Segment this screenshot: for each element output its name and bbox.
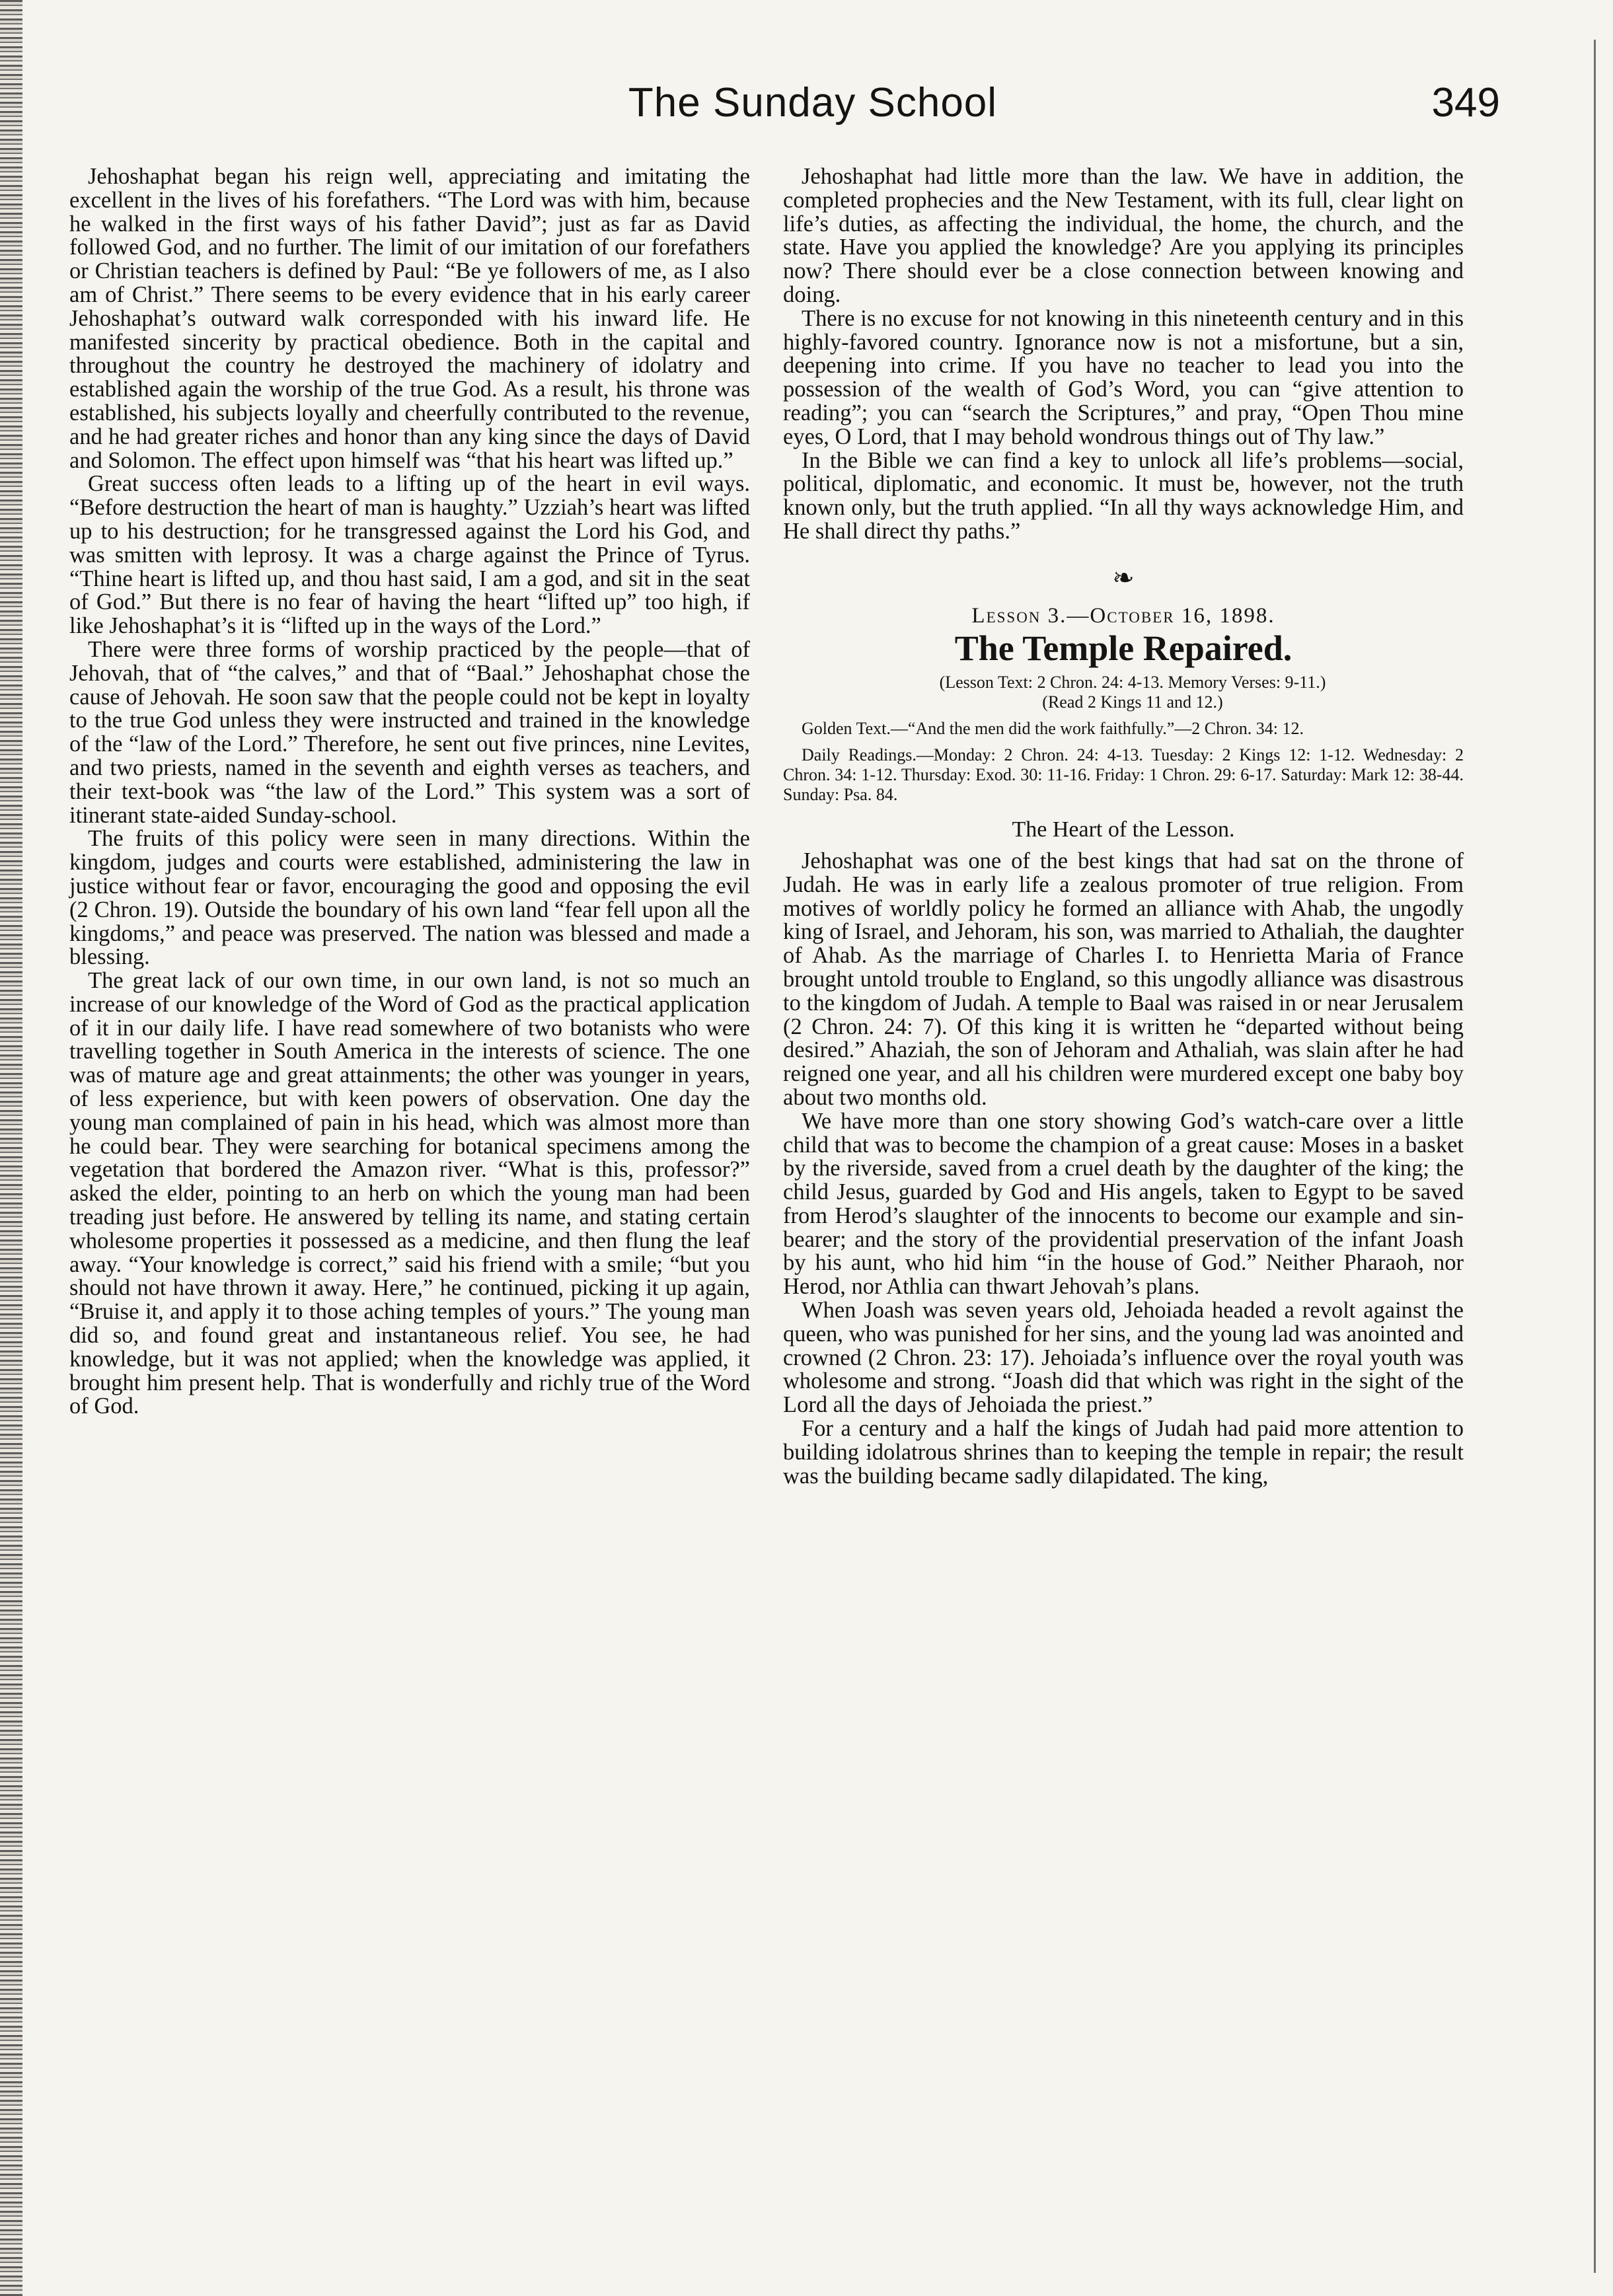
paragraph: The great lack of our own time, in our own land, is not so much an increase of our knowledge of the Word of God as the practical application of it in our daily life. I have read somewhere of two botanists who were travelling together in South America in the interests of science. The one was of mature age and great attainments; the other was younger in years, of less experience, but with keen powers of observation. One day the young man complained of pain in his head, which was almost more than he could bear. They were searching for botanical specimens among the vegetation that bordered the Amazon river. “What is this, professor?” asked the elder, pointing to an herb on which the young man had been treading just before. He answered by telling its name, and stating certain wholesome properties it possessed as a medicine, and then flung the leaf away. “Your knowledge is correct,” said his friend with a smile; “but you should not have thrown it away. Here,” he continued, picking it up again, “Bruise it, and apply it to those aching temples of yours.” The young man did so, and found great and instantaneous relief. You see, he had knowledge, but it was not applied; when the knowledge was applied, it brought him present help. That is wonderfully and richly true of the Word of God. (69, 968, 750, 1419)
paragraph: Jehoshaphat had little more than the law. We have in addition, the completed prophecies and the New Testament, with its full, clear light on life’s duties, as affecting the individual, the home, the church, and the state. Have you applied the knowledge? Are you applying its principles now? There should ever be a close connection between knowing and doing. (783, 164, 1464, 307)
paragraph: Jehoshaphat was one of the best kings that had sat on the throne of Judah. He was in early life a zealous promoter of true religion. From motives of worldly policy he formed an alliance with Ahab, the ungodly king of Israel, and Jehoram, his son, was married to Athaliah, the daughter of Ahab. As the marriage of Charles I. to Henrietta Maria of France brought untold trouble to England, so this ungodly alliance was disastrous to the kingdom of Judah. A temple to Baal was raised in or near Jerusalem (2 Chron. 24: 7). Of this king it is written he “departed without being desired.” Ahaziah, the son of Jehoram and Athaliah, was slain after he had reigned one year, and all his children were murdered except one baby boy about two months old. (783, 848, 1464, 1110)
section-heading: The Heart of the Lesson. (1012, 817, 1235, 842)
page-number: 349 (1431, 80, 1500, 126)
page-binding-edge (0, 0, 22, 2296)
right-column (783, 165, 1464, 1488)
lesson-number-line: Lesson 3.—October 16, 1898. (971, 603, 1275, 628)
paragraph: For a century and a half the kings of Judah had paid more attention to building idolatrous shrines than to keeping the temple in repair; the result was the building became sadly dilapidated. The king, (783, 1416, 1464, 1489)
right-margin-rule (1594, 40, 1596, 2273)
read-reference: (Read 2 Kings 11 and 12.) (1042, 692, 1223, 712)
paragraph: Jehoshaphat began his reign well, appreciating and imitating the excellent in the lives of his forefathers. “The Lord was with him, because he walked in the first ways of his father David”; just as far as David followed God, and no further. The limit of our imitation of our forefathers or Christian teachers is defined by Paul: “Be ye followers of me, as I also am of Christ.” There seems to be every evidence that in his early career Jehoshaphat’s outward walk corresponded with his inward life. He manifested sincerity by practical obedience. Both in the capital and throughout the country he destroyed the machinery of idolatry and established again the worship of the true God. As a result, his throne was established, his subjects loyally and cheerfully contributed to the revenue, and he had greater riches and honor than any king since the days of David and Solomon. The effect upon himself was “that his heart was lifted up.” (69, 164, 750, 473)
paragraph: We have more than one story showing God’s watch-care over a little child that was to become the champion of a great cause: Moses in a basket by the riverside, saved from a cruel death by the daughter of the king; the child Jesus, guarded by God and His angels, taken to Egypt to be saved from Herod’s slaughter of the innocents to become our example and sin-bearer; and the story of the providential preservation of the infant Joash by his aunt, who hid him “in the house of God.” Neither Pharaoh, nor Herod, nor Athlia can thwart Jehovah’s plans. (783, 1108, 1464, 1300)
daily-readings: Daily Readings.—Monday: 2 Chron. 24: 4-13. Tuesday: 2 Kings 12: 1-12. Wednesday: 2 Chron. 34: 1-12. Thursday: Exod. 30: 11-16. Friday: 1 Chron. 29: 6-17. Saturday: Mark 12: 38-44. Sunday: Psa. 84. (783, 745, 1464, 805)
golden-text: Golden Text.—“And the men did the work faithfully.”—2 Chron. 34: 12. (802, 719, 1304, 739)
running-header (53, 79, 1573, 152)
lesson-text-reference: (Lesson Text: 2 Chron. 24: 4-13. Memory Verses: 9-11.) (939, 673, 1326, 692)
lesson-title: The Temple Repaired. (954, 628, 1293, 669)
paragraph: The fruits of this policy were seen in many directions. Within the kingdom, judges and courts were established, administering the law in justice without fear or favor, encouraging the good and opposing the evil (2 Chron. 19). Outside the boundary of his own land “fear fell upon all the kingdoms,” and peace was preserved. The nation was blessed and made a blessing. (69, 826, 750, 970)
paragraph: There were three forms of worship practiced by the people—that of Jehovah, that of “the calves,” and that of “Baal.” Jehoshaphat chose the cause of Jehovah. He soon saw that the people could not be kept in loyalty to the true God unless they were instructed and trained in the knowledge of the “law of the Lord.” Therefore, he sent out five princes, nine Levites, and two priests, named in the seventh and eighth verses as teachers, and their text-book was “the law of the Lord.” This system was a sort of itinerant state-aided Sunday-school. (69, 636, 750, 828)
left-column (69, 165, 750, 1419)
paragraph: Great success often leads to a lifting up of the heart in evil ways. “Before destruction the heart of man is haughty.” Uzziah’s heart was lifted up to his destruction; for he transgressed against the Lord his God, and was smitten with leprosy. It was a charge against the Prince of Tyrus. “Thine heart is lifted up, and thou hast said, I am a god, and sit in the seat of God.” But there is no fear of having the heart “lifted up” too high, if like Jehoshaphat’s it is “lifted up in the ways of the Lord.” (69, 471, 750, 639)
running-title: The Sunday School (628, 80, 998, 126)
paragraph: There is no excuse for not knowing in this nineteenth century and in this highly-favored country. Ignorance now is not a misfortune, but a sin, deepening into crime. If you have no teacher to lead you into the possession of the wealth of God’s Word, you can “give attention to reading”; you can “search the Scriptures,” and pray, “Open Thou mine eyes, O Lord, that I may behold wondrous things out of Thy law.” (783, 305, 1464, 449)
ornament-icon: ❧ (1112, 562, 1135, 593)
paragraph: When Joash was seven years old, Jehoiada headed a revolt against the queen, who was punished for her sins, and the young lad was anointed and crowned (2 Chron. 23: 17). Jehoiada’s influence over the royal youth was wholesome and strong. “Joash did that which was right in the sight of the Lord all the days of Jehoiada the priest.” (783, 1298, 1464, 1418)
paragraph: In the Bible we can find a key to unlock all life’s problems—social, political, diplomatic, and economic. It must be, however, not the truth known only, but the truth applied. “In all thy ways acknowledge Him, and He shall direct thy paths.” (783, 447, 1464, 544)
